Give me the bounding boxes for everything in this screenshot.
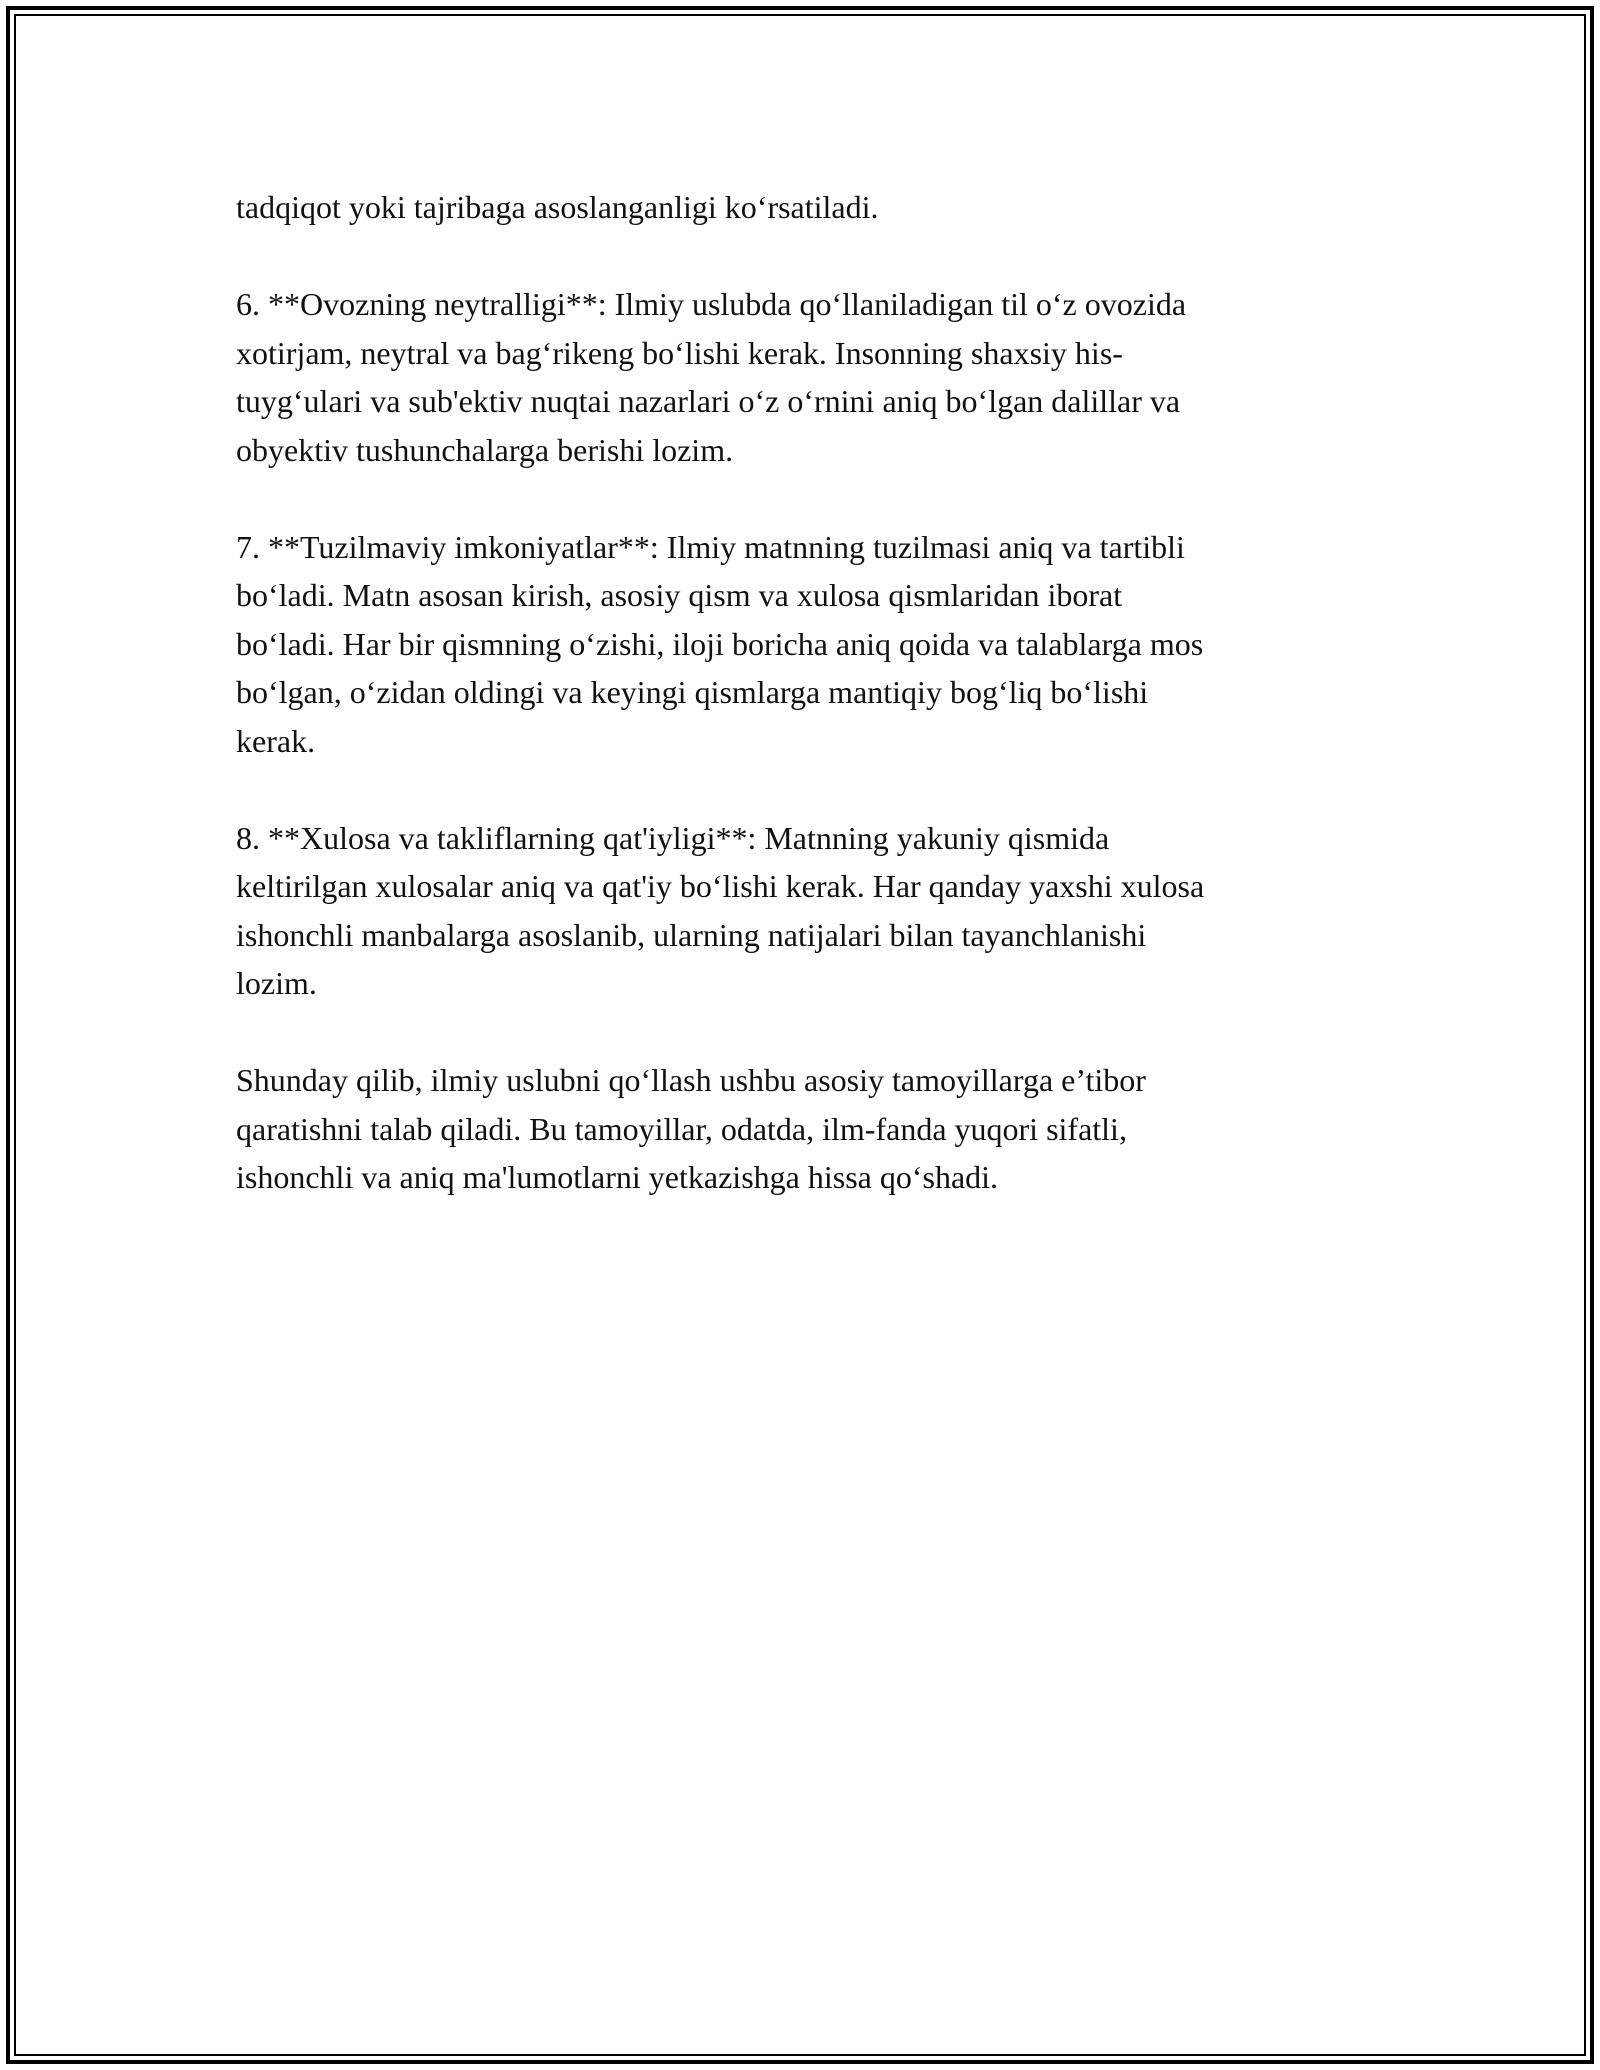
text-line: 6. **Ovozning neytralligi**: Ilmiy uslubda qo‘llaniladigan til o‘z ovozida xyxy=(236,286,1187,322)
text-line: obyektiv tushunchalarga berishi lozim. xyxy=(236,431,734,468)
paragraph-item-7 xyxy=(236,523,1356,766)
text-line: Shunday qilib, ilmiy uslubni qo‘llash ushbu asosiy tamoyillarga e’tibor xyxy=(236,1062,1146,1098)
text-line: qaratishni talab qiladi. Bu tamoyillar, odatda, ilm-fanda yuqori sifatli, xyxy=(236,1110,1127,1147)
text-line: tadqiqot yoki tajribaga asoslanganligi ko‘rsatiladi. xyxy=(236,189,879,225)
text-line: bo‘ladi. Matn asosan kirish, asosiy qism va xulosa qismlaridan iborat xyxy=(236,577,1123,613)
text-line: tuyg‘ulari va sub'ektiv nuqtai nazarlari o‘z o‘rnini aniq bo‘lgan dalillar va xyxy=(236,383,1181,419)
paragraph-conclusion xyxy=(236,1056,1356,1202)
text-line: keltirilgan xulosalar aniq va qat'iy bo‘lishi kerak. Har qanday yaxshi xulosa xyxy=(236,868,1205,904)
document-body xyxy=(236,183,1356,1250)
paragraph-item-6 xyxy=(236,280,1356,474)
text-line: kerak. xyxy=(236,722,316,759)
text-line: ishonchli manbalarga asoslanib, ularning natijalari bilan tayanchlanishi xyxy=(236,916,1147,953)
paragraph-continuation xyxy=(236,183,1356,232)
text-line: xotirjam, neytral va bag‘rikeng bo‘lishi kerak. Insonning shaxsiy his- xyxy=(236,334,1123,371)
paragraph-item-8 xyxy=(236,814,1356,1008)
text-line: bo‘lgan, o‘zidan oldingi va keyingi qismlarga mantiqiy bog‘liq bo‘lishi xyxy=(236,674,1149,710)
text-line: 7. **Tuzilmaviy imkoniyatlar**: Ilmiy matnning tuzilmasi aniq va tartibli xyxy=(236,528,1185,565)
text-line: lozim. xyxy=(236,965,317,1001)
text-line: ishonchli va aniq ma'lumotlarni yetkazishga hissa qo‘shadi. xyxy=(236,1159,999,1195)
text-line: 8. **Xulosa va takliflarning qat'iyligi**: Matnning yakuniy qismida xyxy=(236,819,1110,856)
text-line: bo‘ladi. Har bir qismning o‘zishi, iloji boricha aniq qoida va talablarga mos xyxy=(236,625,1204,662)
